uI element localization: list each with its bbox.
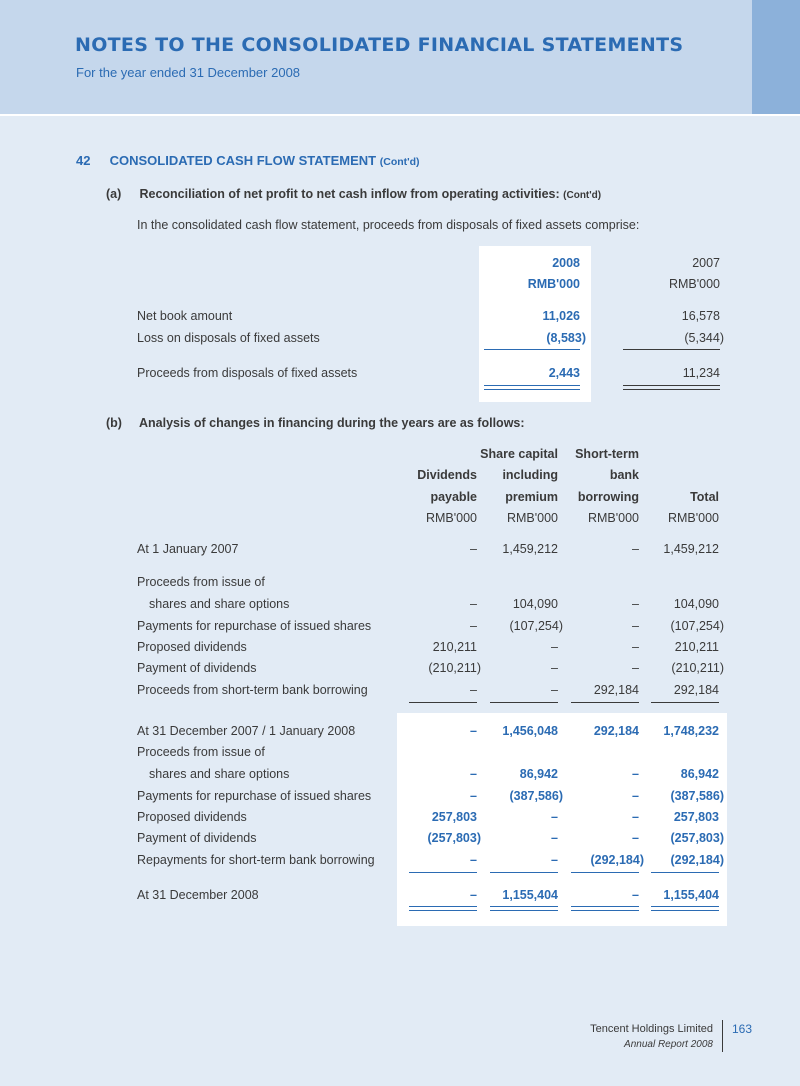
cell-borrowing: – [632, 767, 639, 781]
cell-share-capital: – [551, 661, 558, 675]
row-label: Proposed dividends [137, 640, 247, 654]
row-label: Payments for repurchase of issued shares [137, 619, 372, 633]
row-label: Payments for repurchase of issued shares [137, 789, 372, 803]
cell-total: 1,748,232 [663, 724, 719, 738]
cell-borrowing: 292,184 [593, 683, 639, 697]
row-label: Net book amount [137, 309, 233, 323]
part-a-letter: (a) [106, 187, 122, 201]
cell-share-capital: 1,456,048 [502, 724, 558, 738]
row-label: At 31 December 2007 / 1 January 2008 [137, 724, 356, 738]
row-label: Proceeds from issue of [137, 575, 265, 589]
col-2008-year: 2008 [552, 256, 580, 270]
row-label: shares and share options [149, 767, 290, 781]
col-header-line1: Share capital [480, 447, 558, 461]
cell-total: 1,155,404 [663, 888, 719, 902]
cell-share-capital: – [551, 831, 558, 845]
col-header-line3: Total [690, 490, 719, 504]
total-rule [490, 910, 558, 911]
row-label: Proceeds from disposals of fixed assets [137, 366, 358, 380]
total-rule [651, 910, 719, 911]
row-label: Payment of dividends [137, 831, 257, 845]
cell-dividends: – [470, 853, 477, 867]
footer-company: Tencent Holdings Limited [590, 1023, 713, 1035]
total-rule [623, 385, 720, 386]
cell-share-capital: 1,459,212 [502, 542, 558, 556]
part-a-intro: In the consolidated cash flow statement, proceeds from disposals of fixed assets comprise: [137, 218, 640, 232]
col-header-line3: borrowing [577, 490, 639, 504]
cell-dividends: – [470, 724, 477, 738]
subtotal-rule [651, 872, 719, 873]
cell-borrowing: – [632, 640, 639, 654]
cell-total: 86,942 [680, 767, 719, 781]
cell-dividends: – [470, 683, 477, 697]
cell-share-capital: (387,586) [509, 789, 563, 803]
subtotal-rule [623, 349, 720, 350]
row-label: Proceeds from issue of [137, 745, 265, 759]
section-cont: (Cont'd) [379, 156, 420, 168]
footer-report: Annual Report 2008 [624, 1039, 713, 1050]
col-unit: RMB'000 [506, 511, 558, 525]
cell-dividends: (210,211) [428, 661, 481, 675]
row-label: Payment of dividends [137, 661, 257, 675]
cell-share-capital: 104,090 [512, 597, 558, 611]
total-rule [623, 389, 720, 390]
cell-dividends: (257,803) [427, 831, 481, 845]
section-number: 42 [76, 153, 91, 168]
part-a-heading [106, 187, 601, 201]
cell-borrowing: – [632, 542, 639, 556]
col-header-line3: premium [505, 490, 558, 504]
total-rule [651, 906, 719, 907]
total-rule [484, 385, 580, 386]
part-a-cont: (Cont'd) [563, 190, 602, 201]
col-2008-unit: RMB'000 [527, 277, 580, 291]
cell-borrowing: – [632, 888, 639, 902]
page-number: 163 [732, 1022, 753, 1036]
row-label: Loss on disposals of fixed assets [137, 331, 320, 345]
subtotal-rule [409, 872, 477, 873]
cell-total: 257,803 [673, 810, 719, 824]
total-rule [571, 910, 639, 911]
cell-borrowing: – [632, 619, 639, 633]
total-rule [409, 906, 477, 907]
cell-2008: 2,443 [548, 366, 580, 380]
part-b-title: Analysis of changes in financing during the years are as follows: [139, 416, 525, 430]
col-unit: RMB'000 [425, 511, 477, 525]
cell-total: (387,586) [670, 789, 724, 803]
cell-total: 104,090 [673, 597, 719, 611]
cell-borrowing: – [632, 831, 639, 845]
cell-2007: (5,344) [684, 331, 724, 345]
cell-dividends: – [470, 789, 477, 803]
subtotal-rule [490, 702, 558, 703]
total-rule [490, 906, 558, 907]
cell-2007: 16,578 [681, 309, 720, 323]
row-label: Repayments for short-term bank borrowing [137, 853, 375, 867]
cell-share-capital: (107,254) [509, 619, 563, 633]
row-label: shares and share options [149, 597, 290, 611]
cell-borrowing: (292,184) [590, 853, 644, 867]
subtotal-rule [571, 702, 639, 703]
cell-borrowing: 292,184 [593, 724, 639, 738]
total-rule [484, 389, 580, 390]
col-header-line3: payable [430, 490, 477, 504]
header-accent-stripe [752, 0, 800, 114]
cell-share-capital: – [551, 640, 558, 654]
cell-dividends: – [470, 542, 477, 556]
col-2007-year: 2007 [692, 256, 720, 270]
subtotal-rule [490, 872, 558, 873]
cell-dividends: – [470, 767, 477, 781]
total-rule [409, 910, 477, 911]
subtotal-rule [651, 702, 719, 703]
header-divider [0, 114, 800, 116]
col-unit: RMB'000 [667, 511, 719, 525]
cell-total: (292,184) [670, 853, 724, 867]
cell-total: 292,184 [673, 683, 719, 697]
cell-share-capital: – [551, 683, 558, 697]
total-rule [571, 906, 639, 907]
section-heading [76, 153, 420, 168]
cell-total: (210,211) [671, 661, 724, 675]
col-header-line2: including [502, 468, 558, 482]
footer-divider [722, 1020, 723, 1052]
cell-total: 210,211 [674, 640, 719, 654]
cell-dividends: 210,211 [432, 640, 477, 654]
part-b-heading [106, 416, 525, 430]
col-header-line2: Dividends [417, 468, 477, 482]
part-a-title: Reconciliation of net profit to net cash inflow from operating activities: [139, 187, 560, 201]
page-title: NOTES TO THE CONSOLIDATED FINANCIAL STATEMENTS [75, 34, 684, 56]
cell-share-capital: 1,155,404 [502, 888, 558, 902]
cell-2008: (8,583) [546, 331, 586, 345]
cell-borrowing: – [632, 789, 639, 803]
cell-total: (107,254) [670, 619, 724, 633]
subtotal-rule [409, 702, 477, 703]
col-header-line1: Short-term [575, 447, 639, 461]
row-label: At 31 December 2008 [137, 888, 259, 902]
subtotal-rule [571, 872, 639, 873]
cell-dividends: 257,803 [431, 810, 477, 824]
col-2007-unit: RMB'000 [668, 277, 720, 291]
page-header [0, 0, 800, 114]
cell-dividends: – [470, 888, 477, 902]
cell-borrowing: – [632, 661, 639, 675]
part-b-letter: (b) [106, 416, 122, 430]
page-subtitle: For the year ended 31 December 2008 [76, 65, 301, 80]
cell-total: (257,803) [670, 831, 724, 845]
cell-dividends: – [470, 597, 477, 611]
row-label: Proceeds from short-term bank borrowing [137, 683, 368, 697]
cell-2007: 11,234 [682, 366, 720, 380]
cell-borrowing: – [632, 810, 639, 824]
section-title: CONSOLIDATED CASH FLOW STATEMENT [109, 153, 377, 168]
cell-total: 1,459,212 [663, 542, 719, 556]
row-label: Proposed dividends [137, 810, 247, 824]
cell-dividends: – [470, 619, 477, 633]
cell-share-capital: 86,942 [519, 767, 558, 781]
cell-share-capital: – [551, 810, 558, 824]
cell-borrowing: – [632, 597, 639, 611]
col-unit: RMB'000 [587, 511, 639, 525]
subtotal-rule [484, 349, 580, 350]
col-header-line2: bank [609, 468, 639, 482]
cell-2008: 11,026 [542, 309, 580, 323]
cell-share-capital: – [551, 853, 558, 867]
row-label: At 1 January 2007 [137, 542, 239, 556]
